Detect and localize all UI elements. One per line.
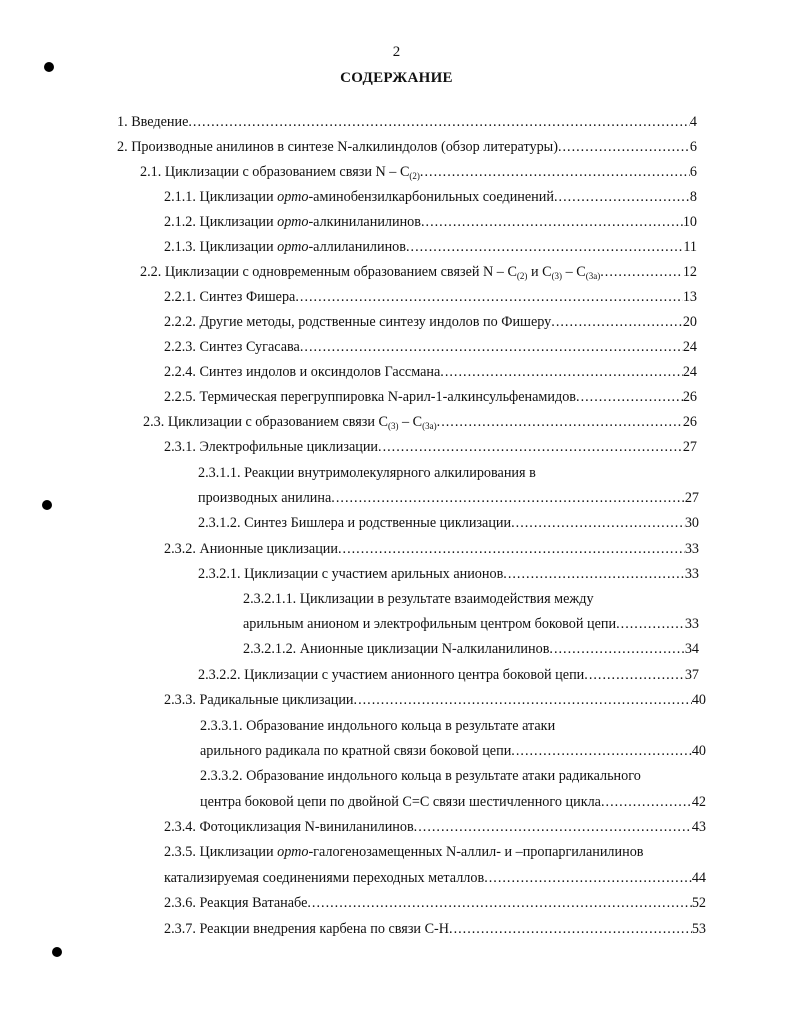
toc-page: 42 [691, 794, 706, 810]
toc-page: 26 [682, 389, 697, 405]
toc-entry[interactable]: 2.3.2.1. Циклизации с участием арильных анионов ..... 33 [198, 564, 699, 584]
toc-page: 27 [682, 439, 697, 455]
toc-entry[interactable]: катализируемая соединениями переходных металлов ..... 44 [164, 868, 706, 888]
toc-page: 40 [691, 743, 706, 759]
toc-entry[interactable]: 2.3.2.2. Циклизации с участием анионного центра боковой цепи ..... 37 [198, 665, 699, 685]
toc-page: 34 [684, 641, 699, 657]
toc-page: 33 [684, 566, 699, 582]
toc-page: 13 [682, 289, 697, 305]
toc-page: 8 [689, 189, 697, 205]
toc-page: 10 [682, 214, 697, 230]
page-number: 2 [392, 44, 401, 60]
punch-hole-middle [42, 500, 52, 510]
toc-page: 24 [682, 339, 697, 355]
toc-entry-line1[interactable]: 2.3.3.2. Образование индольного кольца в результате атаки радикального [200, 768, 641, 784]
toc-page: 11 [683, 239, 697, 255]
toc-entry-line1[interactable]: 2.3.1.1. Реакции внутримолекулярного алкилирования в [198, 465, 536, 481]
punch-hole-bottom [52, 947, 62, 957]
toc-entry[interactable]: 2.3.2. Анионные циклизации ..... 33 [164, 539, 699, 559]
toc-page: 44 [691, 870, 706, 886]
toc-entry[interactable]: 2.1.3. Циклизации орто-аллиланилинов ..... 11 [164, 237, 697, 257]
toc-entry[interactable]: 2.2.1. Синтез Фишера ..... 13 [164, 287, 697, 307]
toc-page: 52 [691, 895, 706, 911]
toc-entry[interactable]: 2.3.3. Радикальные циклизации ..... 40 [164, 690, 706, 710]
toc-page: 6 [689, 139, 697, 155]
toc-entry[interactable]: 2.3. Циклизации с образованием связи $C_{(3)} - C_{(3a)}$ ..... 26 [143, 412, 697, 432]
toc-page: 43 [691, 819, 706, 835]
toc-entry[interactable]: 2.3.1. Электрофильные циклизации ..... 27 [164, 437, 697, 457]
toc-entry[interactable]: производных анилина ..... 27 [198, 488, 699, 508]
toc-entry[interactable]: 2.2. Циклизации с одновременным образованием связей N – $C_{(2)}$ и $C_{(3)} - C_{(3a)}$ ..... 12 [140, 262, 697, 282]
toc-entry[interactable]: 2.1.2. Циклизации орто-алкиниланилинов ..... 10 [164, 212, 697, 232]
toc-page: 12 [682, 264, 697, 280]
toc-entry-line1[interactable]: 2.3.2.1.1. Циклизации в результате взаимодействия между [243, 591, 594, 607]
toc-page: 4 [689, 114, 697, 130]
toc-entry[interactable]: 2.3.7. Реакции внедрения карбена по связи C-H ..... 53 [164, 919, 706, 939]
page-title: СОДЕРЖАНИЕ [340, 70, 453, 86]
toc-entry[interactable]: 2.3.4. Фотоциклизация N-виниланилинов ..... 43 [164, 817, 706, 837]
toc-page: 37 [684, 667, 699, 683]
toc-page: 24 [682, 364, 697, 380]
toc-page: 33 [684, 616, 699, 632]
toc-entry[interactable]: 1. Введение ..... 4 [117, 112, 697, 132]
toc-entry[interactable]: 2.1.1. Циклизации орто-аминобензилкарбонильных соединений ..... 8 [164, 187, 697, 207]
toc-entry[interactable]: 2.2.2. Другие методы, родственные синтезу индолов по Фишеру ..... 20 [164, 312, 697, 332]
toc-entry[interactable]: 2.2.4. Синтез индолов и оксиндолов Гассмана ..... 24 [164, 362, 697, 382]
toc-entry[interactable]: центра боковой цепи по двойной C=C связи шестичленного цикла ..... 42 [200, 792, 706, 812]
toc-page: 27 [684, 490, 699, 506]
toc-entry[interactable]: арильного радикала по кратной связи боковой цепи ..... 40 [200, 741, 706, 761]
toc-entry-line1[interactable]: 2.3.5. Циклизации орто-галогенозамещенных N-аллил- и –пропаргиланилинов [164, 844, 644, 860]
toc-page: 26 [682, 414, 697, 430]
toc-entry[interactable]: арильным анионом и электрофильным центром боковой цепи ..... 33 [243, 614, 699, 634]
toc-entry[interactable]: 2. Производные анилинов в синтезе N-алкилиндолов (обзор литературы) ..... 6 [117, 137, 697, 157]
toc-page: 33 [684, 541, 699, 557]
toc-entry-line1[interactable]: 2.3.3.1. Образование индольного кольца в результате атаки [200, 718, 556, 734]
toc-entry[interactable]: 2.3.2.1.2. Анионные циклизации N-алкиланилинов ..... 34 [243, 639, 699, 659]
toc-page: 53 [691, 921, 706, 937]
toc-entry[interactable]: 2.3.1.2. Синтез Бишлера и родственные циклизации ..... 30 [198, 513, 699, 533]
toc-page: 20 [682, 314, 697, 330]
toc-page: 40 [691, 692, 706, 708]
toc-page: 6 [689, 164, 697, 180]
toc-page: 30 [684, 515, 699, 531]
toc-entry[interactable]: 2.2.3. Синтез Сугасава ..... 24 [164, 337, 697, 357]
toc-entry[interactable]: 2.3.6. Реакция Ватанабе ..... 52 [164, 893, 706, 913]
toc-entry[interactable]: 2.1. Циклизации с образованием связи N – $C_{(2)}$ ..... 6 [140, 162, 697, 182]
toc-entry[interactable]: 2.2.5. Термическая перегруппировка N-арил-1-алкинсульфенамидов ..... 26 [164, 387, 697, 407]
